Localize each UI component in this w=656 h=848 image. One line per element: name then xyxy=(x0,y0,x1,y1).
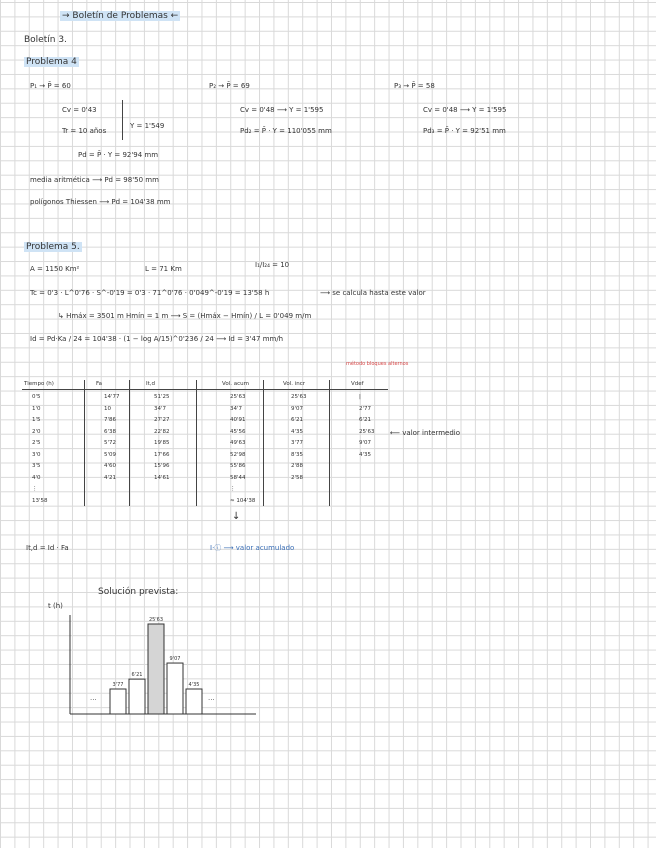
table-cell: 2'77 xyxy=(359,405,372,412)
table-cell: 55'86 xyxy=(230,463,246,469)
method-note: método bloques alternos xyxy=(346,361,409,367)
table-cell: 6'38 xyxy=(104,428,117,435)
tc-line: Tc = 0'3 · L^0'76 · S^-0'19 = 0'3 · 71^0'76 · 0'049^-0'19 = 13'58 h xyxy=(30,289,270,297)
problem5-title: Problema 5. xyxy=(26,242,80,252)
table-cell: 2'5 xyxy=(32,440,41,446)
problem4-title: Problema 4 xyxy=(26,57,77,67)
table-header: Tiempo (h) xyxy=(24,381,54,387)
ratio-line: I₁/I₂₄ = 10 xyxy=(255,261,290,269)
chart-bar xyxy=(110,689,126,714)
chart-ylabel: t (h) xyxy=(48,602,63,610)
table-cell: 45'56 xyxy=(230,428,246,435)
tr1: Tr = 10 años xyxy=(62,127,107,135)
s-line: ↳ Hmáx = 3501 m Hmín = 1 m ⟶ S = (Hmáx − Hmín) / L = 0'049 m/m xyxy=(58,312,312,320)
page-title: → Boletín de Problemas ← xyxy=(62,11,179,21)
table-cell: ⋮ xyxy=(32,486,38,492)
table-cell: 52'98 xyxy=(230,451,246,458)
table-header-rule xyxy=(22,389,388,390)
table-cell: 25'63 xyxy=(230,394,246,400)
bar-label: 3'77 xyxy=(112,682,124,688)
table-cell: 5'09 xyxy=(104,451,117,458)
down-arrow: ↓ xyxy=(232,511,241,522)
table-cell: 34'7 xyxy=(230,405,243,412)
bar-label: 9'07 xyxy=(169,656,181,663)
chart-bar xyxy=(186,689,202,714)
bar-label: 4'35 xyxy=(188,682,200,688)
table-cell: 4'0 xyxy=(32,474,41,481)
table-cell: 25'63 xyxy=(359,428,375,435)
table-cell: 22'82 xyxy=(154,428,170,435)
intermediate-note: ⟵ valor intermedio xyxy=(390,429,461,437)
y1: Y = 1'549 xyxy=(130,122,165,130)
p1-line: P₁ → P̄ = 60 xyxy=(30,82,71,90)
table-cell: 4'35 xyxy=(291,428,304,435)
table-cell: 25'63 xyxy=(291,394,307,400)
cv3: Cv = 0'48 ⟶ Y = 1'595 xyxy=(423,106,507,114)
chart-bar xyxy=(148,624,164,714)
iti-line: It,d = Id · Fa xyxy=(26,544,69,552)
table-cell: 9'07 xyxy=(359,440,372,446)
table-cell: 49'63 xyxy=(230,440,246,446)
table-cell: 3'77 xyxy=(291,440,304,446)
table-cell: 3'5 xyxy=(32,463,41,469)
area-line: A = 1150 Km² xyxy=(30,265,80,273)
thiessen-line: polígonos Thiessen ⟶ Pd = 104'38 mm xyxy=(30,198,171,206)
bar-label: 6'21 xyxy=(131,672,143,679)
table-cell: 5'72 xyxy=(104,440,117,446)
p2-line: P₂ → P̄ = 69 xyxy=(209,82,250,90)
id-line: Id = Pd·Ka / 24 = 104'38 · (1 − log A/15)^0'236 / 24 ⟶ Id = 3'47 mm/h xyxy=(30,335,284,343)
table-cell: 4'21 xyxy=(104,474,117,481)
chart-dots-right: ... xyxy=(208,694,215,702)
table-header: Fa xyxy=(96,381,103,387)
table-cell: 9'07 xyxy=(291,405,304,412)
table-cell: 17'66 xyxy=(154,451,170,458)
table-cell: 6'21 xyxy=(359,417,372,423)
boletin-label: Boletín 3. xyxy=(24,35,67,45)
table-cell: 15'96 xyxy=(154,463,170,469)
table-header: Vol. incr xyxy=(283,381,306,387)
table-cell: 13'58 xyxy=(32,497,48,504)
table-cell: 3'0 xyxy=(32,451,41,458)
tc-note: ⟶ se calcula hasta este valor xyxy=(320,289,426,297)
chart-dots-left: ... xyxy=(90,694,97,702)
table-cell: 2'88 xyxy=(291,463,304,469)
table-cell: 8'35 xyxy=(291,451,304,458)
table-cell: 6'21 xyxy=(291,417,304,423)
pd2: Pd₂ = P̄ · Y = 110'055 mm xyxy=(240,127,332,135)
table-cell: 7'86 xyxy=(104,417,117,423)
solution-chart xyxy=(60,610,260,720)
accumulated-note: I·ⓘ ⟶ valor acumulado xyxy=(210,544,295,552)
table-cell: 40'91 xyxy=(230,417,246,423)
cv2: Cv = 0'48 ⟶ Y = 1'595 xyxy=(240,106,324,114)
table-cell: 19'85 xyxy=(154,440,170,446)
chart-bar xyxy=(167,663,183,714)
pd-line: Pd = P̄ · Y = 92'94 mm xyxy=(78,151,159,159)
table-cell: 1'0 xyxy=(32,405,41,412)
table-header: It,d xyxy=(146,381,156,387)
length-line: L = 71 Km xyxy=(145,265,182,273)
solution-title: Solución prevista: xyxy=(98,587,179,597)
table-cell: 0'5 xyxy=(32,394,41,400)
table-header: Vdef xyxy=(351,381,364,387)
p3-line: P₃ → P̄ = 58 xyxy=(394,82,435,90)
table-cell: 4'35 xyxy=(359,451,372,458)
cv1: Cv = 0'43 xyxy=(62,106,97,114)
table-header: Vol. acum xyxy=(222,381,249,387)
table-cell: 10 xyxy=(104,405,111,412)
table-cell: 2'58 xyxy=(291,474,304,481)
table-cell: ≈ 104'38 xyxy=(230,497,256,504)
table-cell: 14'61 xyxy=(154,474,170,481)
table-cell: 34'7 xyxy=(154,405,167,412)
pd3: Pd₃ = P̄ · Y = 92'51 mm xyxy=(423,127,506,135)
table-cell: 58'44 xyxy=(230,474,246,481)
table-cell: 27'27 xyxy=(154,417,170,423)
table-cell: 14'77 xyxy=(104,394,120,400)
media-line: media aritmética ⟶ Pd = 98'50 mm xyxy=(30,176,159,184)
chart-bar xyxy=(129,679,145,714)
table-cell: 1'5 xyxy=(32,417,41,423)
table-cell: 4'60 xyxy=(104,463,117,469)
table-cell: | xyxy=(359,394,361,400)
bar-label: 25'63 xyxy=(148,617,164,623)
table-cell: 51'25 xyxy=(154,394,170,400)
table-cell: 2'0 xyxy=(32,428,41,435)
table-cell: ⋮ xyxy=(230,486,236,492)
